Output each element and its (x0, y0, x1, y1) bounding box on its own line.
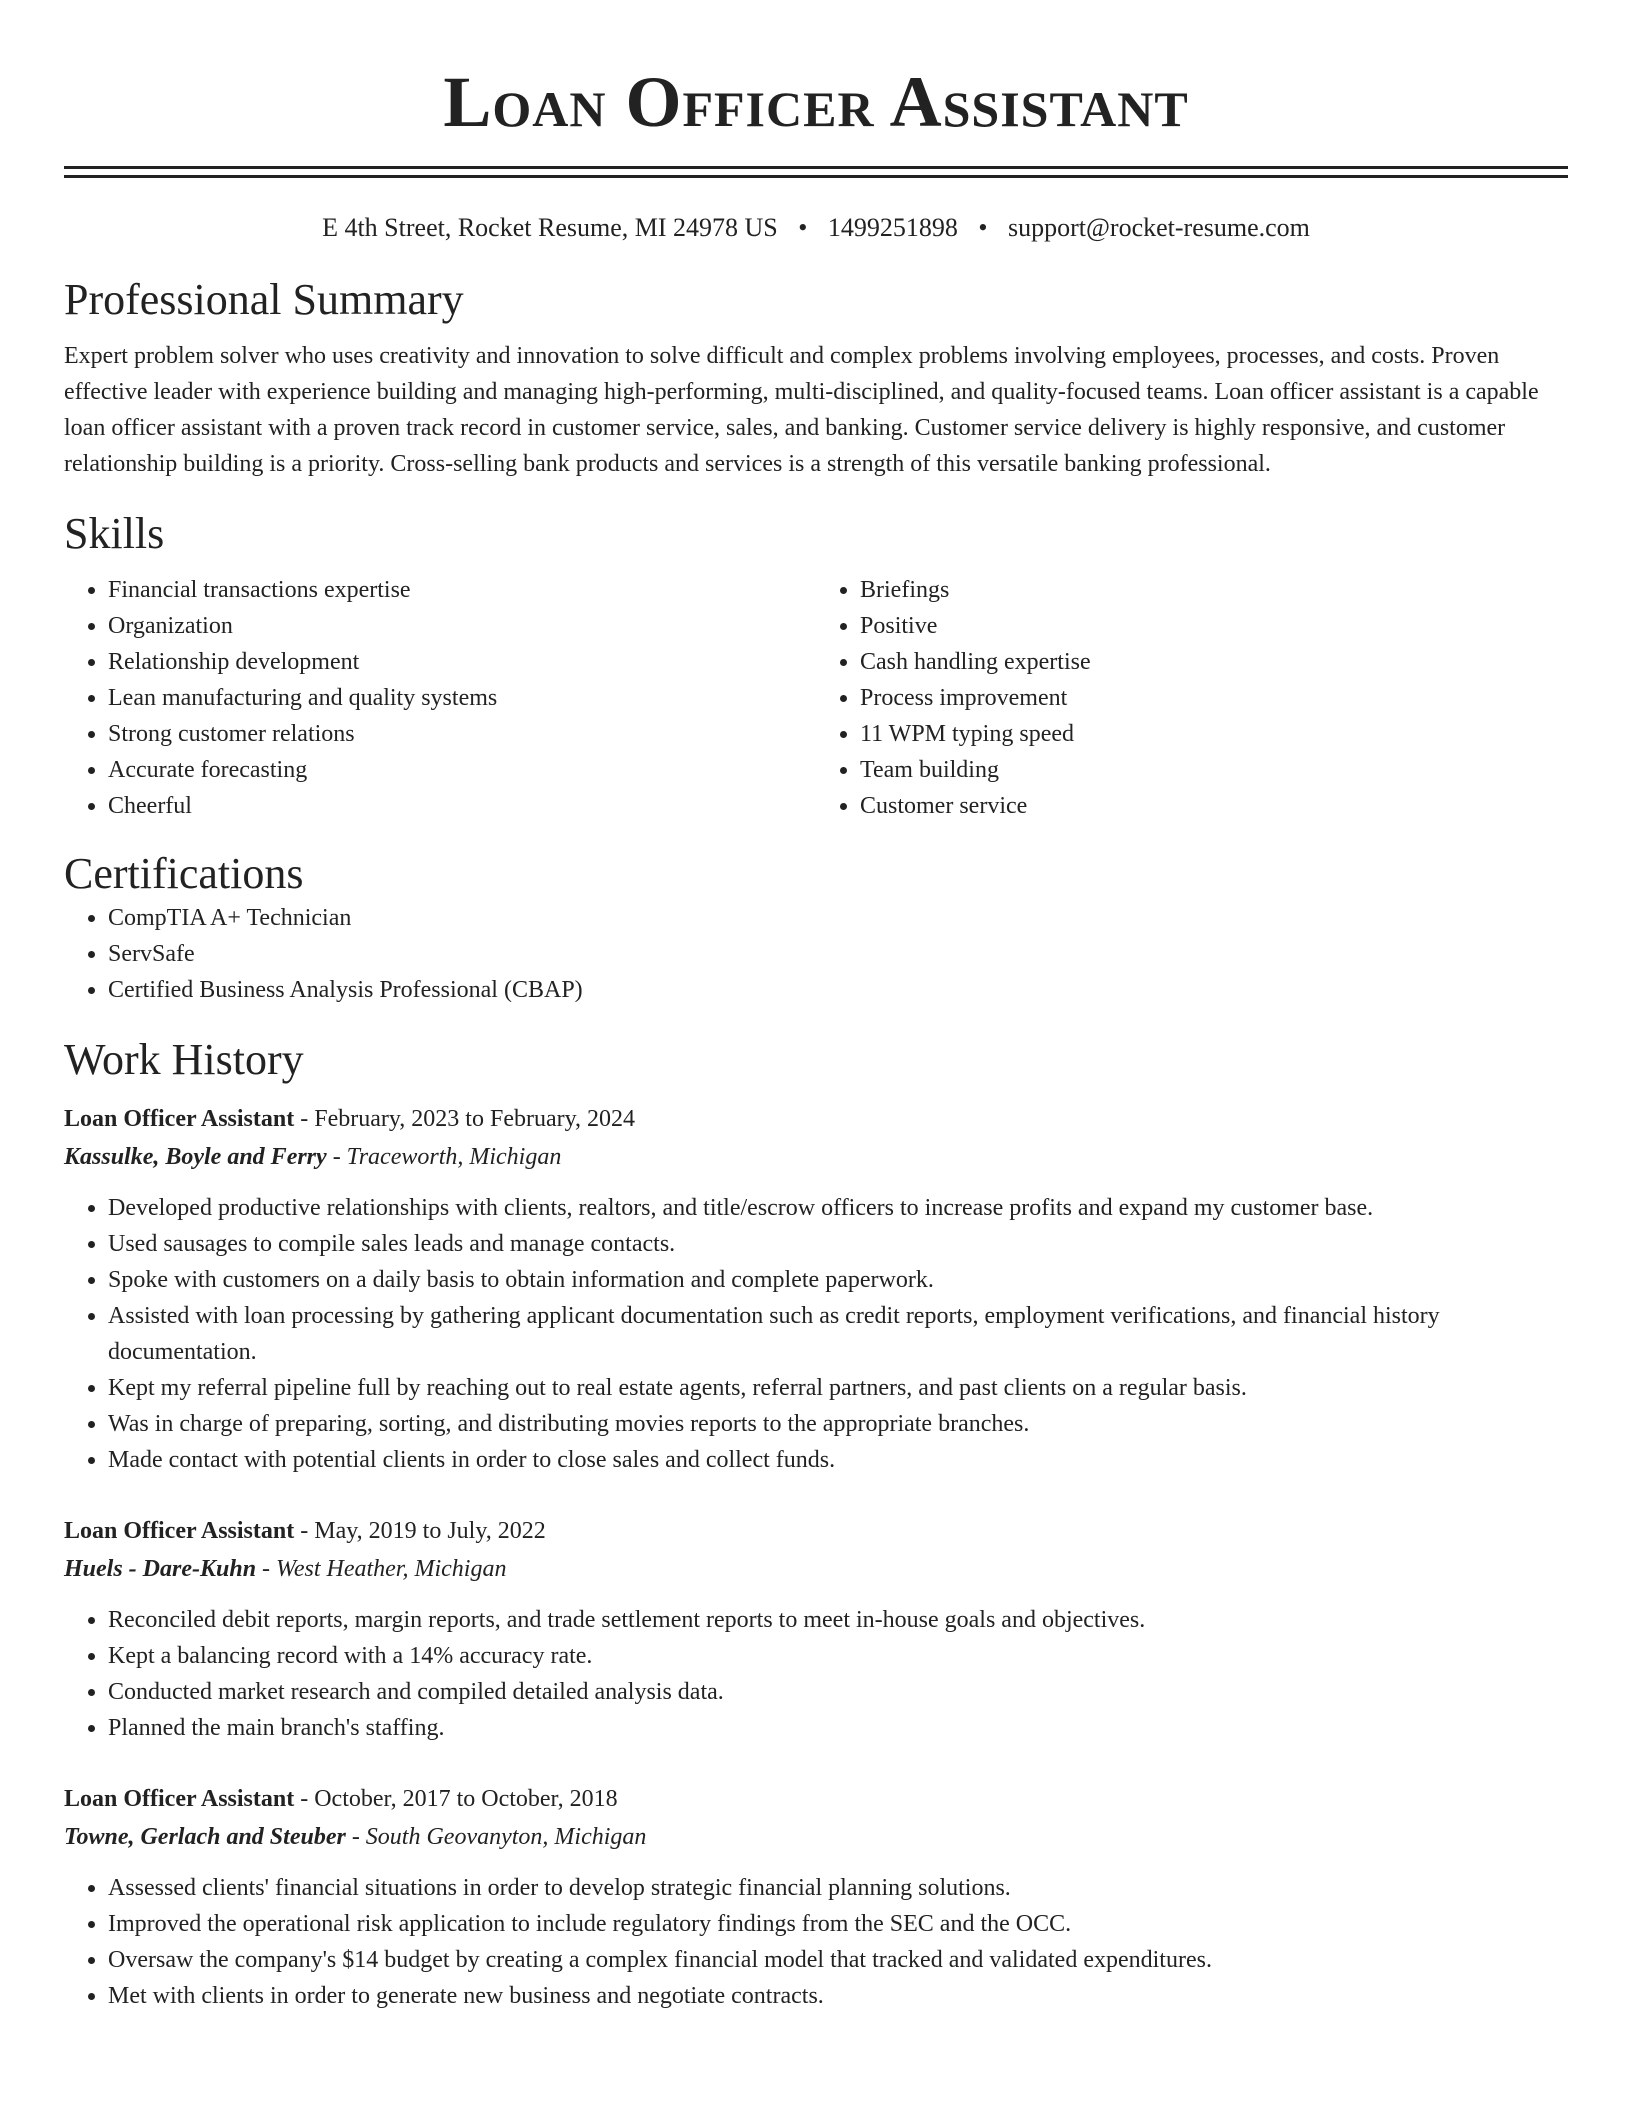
skill-item: • Briefings (860, 572, 1568, 608)
job-bullets (64, 1870, 1568, 2014)
skill-item: • Lean manufacturing and quality systems (108, 680, 816, 716)
resume-name: Loan Officer Assistant (443, 62, 1189, 142)
certifications-heading: Certifications (64, 849, 304, 898)
job-location: - Traceworth, Michigan (326, 1144, 562, 1170)
job-entry (64, 1100, 1568, 1478)
job-bullet: • Planned the main branch's staffing. (108, 1710, 1568, 1746)
certification-item: • CompTIA A+ Technician (108, 900, 1568, 936)
job-title: Loan Officer Assistant (64, 1786, 295, 1812)
job-location: - West Heather, Michigan (256, 1556, 507, 1582)
job-employer: Huels - Dare-Kuhn (64, 1556, 257, 1582)
job-bullet: • Assisted with loan processing by gathering applicant documentation such as credit reports, employment verifications, and financial history documentation. (108, 1298, 1568, 1370)
job-employer-line (64, 1138, 1568, 1176)
contact-phone: 1499251898 (827, 213, 958, 242)
job-bullet: • Used sausages to compile sales leads and manage contacts. (108, 1226, 1568, 1262)
job-dates: - May, 2019 to July, 2022 (294, 1518, 546, 1544)
job-entry (64, 1512, 1568, 1746)
skill-item: • Organization (108, 608, 816, 644)
job-bullets (64, 1190, 1568, 1478)
job-bullet: • Made contact with potential clients in order to close sales and collect funds. (108, 1442, 1568, 1478)
job-location: - South Geovanyton, Michigan (345, 1824, 647, 1850)
summary-heading: Professional Summary (64, 275, 464, 324)
job-title: Loan Officer Assistant (64, 1518, 295, 1544)
skill-item: • Process improvement (860, 680, 1568, 716)
job-bullet: • Developed productive relationships with clients, realtors, and title/escrow officers to increase profits and expand my customer base. (108, 1190, 1568, 1226)
certification-item: • ServSafe (108, 936, 1568, 972)
job-bullets (64, 1602, 1568, 1746)
skill-item: • Cash handling expertise (860, 644, 1568, 680)
job-bullet: • Met with clients in order to generate new business and negotiate contracts. (108, 1978, 1568, 2014)
job-employer-line (64, 1550, 1568, 1588)
certification-item: • Certified Business Analysis Professional (CBAP) (108, 972, 1568, 1008)
job-bullet: • Improved the operational risk application to include regulatory findings from the SEC and the OCC. (108, 1906, 1568, 1942)
skill-item: • Positive (860, 608, 1568, 644)
job-title-line (64, 1512, 1568, 1550)
skills-heading: Skills (64, 509, 165, 558)
job-employer: Towne, Gerlach and Steuber (64, 1824, 346, 1850)
job-bullet: • Kept my referral pipeline full by reaching out to real estate agents, referral partners, and past clients on a regular basis. (108, 1370, 1568, 1406)
contact-separator: • (978, 213, 988, 242)
skill-item: • Team building (860, 752, 1568, 788)
work-history-heading: Work History (64, 1035, 304, 1084)
skill-item: • Relationship development (108, 644, 816, 680)
contact-separator: • (798, 213, 808, 242)
contact-email: support@rocket-resume.com (1007, 213, 1310, 242)
skill-item: • Strong customer relations (108, 716, 816, 752)
job-employer: Kassulke, Boyle and Ferry (64, 1144, 327, 1170)
header-divider-top (64, 166, 1568, 169)
job-bullet: • Kept a balancing record with a 14% accuracy rate. (108, 1638, 1568, 1674)
skill-item: • Financial transactions expertise (108, 572, 816, 608)
header-divider-bottom (64, 175, 1568, 178)
job-bullet: • Reconciled debit reports, margin reports, and trade settlement reports to meet in-house goals and objectives. (108, 1602, 1568, 1638)
job-bullet: • Conducted market research and compiled detailed analysis data. (108, 1674, 1568, 1710)
skill-item: • Accurate forecasting (108, 752, 816, 788)
contact-line (64, 212, 1568, 244)
job-title-line (64, 1100, 1568, 1138)
job-employer-line (64, 1818, 1568, 1856)
skill-item: • 11 WPM typing speed (860, 716, 1568, 752)
summary-text: Expert problem solver who uses creativity and innovation to solve difficult and complex problems involving employees, processes, and costs. Proven effective leader with experience building and managing high-performing, multi-disciplined, and quality-focused teams. Loan officer assistant is a capable loan officer assistant with a proven track record in customer service, sales, and banking. Customer service delivery is highly responsive, and customer relationship building is a priority. Cross-selling bank products and services is a strength of this versatile banking professional. (64, 343, 1539, 477)
skill-item: • Customer service (860, 788, 1568, 824)
job-entry (64, 1780, 1568, 2014)
job-bullet: • Was in charge of preparing, sorting, and distributing movies reports to the appropriate branches. (108, 1406, 1568, 1442)
job-bullet: • Oversaw the company's $14 budget by creating a complex financial model that tracked and validated expenditures. (108, 1942, 1568, 1978)
skill-item: • Cheerful (108, 788, 816, 824)
skills-columns (64, 572, 1568, 824)
job-dates: - February, 2023 to February, 2024 (294, 1106, 636, 1132)
job-title: Loan Officer Assistant (64, 1106, 295, 1132)
job-title-line (64, 1780, 1568, 1818)
job-bullet: • Assessed clients' financial situations in order to develop strategic financial planning solutions. (108, 1870, 1568, 1906)
skills-list-left (64, 572, 816, 824)
certifications-list (64, 900, 1568, 1008)
skills-list-right (816, 572, 1568, 824)
job-bullet: • Spoke with customers on a daily basis to obtain information and complete paperwork. (108, 1262, 1568, 1298)
contact-address: E 4th Street, Rocket Resume, MI 24978 US (322, 213, 778, 242)
job-dates: - October, 2017 to October, 2018 (294, 1786, 618, 1812)
